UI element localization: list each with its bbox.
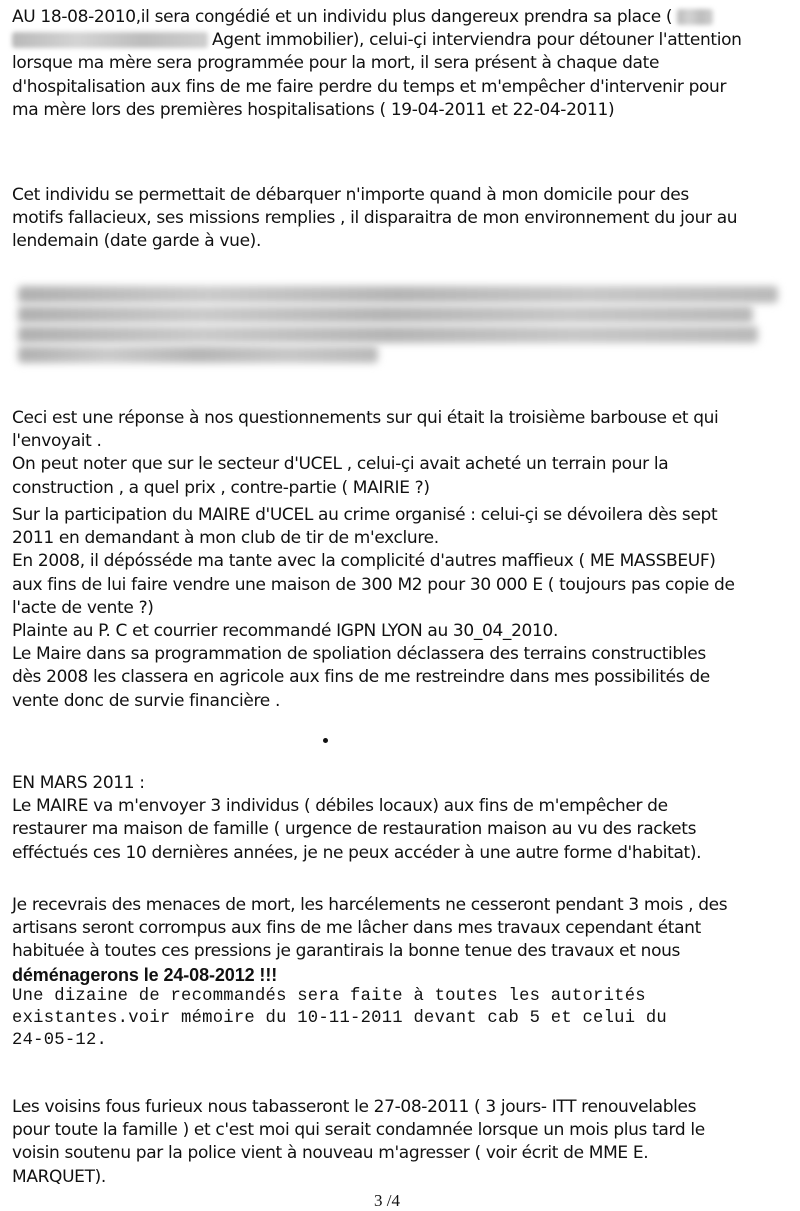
text-line: ma mère lors des premières hospitalisations ( 19-04-2011 et 22-04-2011) bbox=[12, 99, 615, 120]
redacted-text bbox=[18, 306, 753, 323]
text-line: EN MARS 2011 : bbox=[12, 773, 145, 793]
text-line: MARQUET). bbox=[12, 1166, 106, 1187]
mono-text-line: existantes.voir mémoire du 10-11-2011 devant cab 5 et celui du bbox=[12, 1008, 667, 1028]
text-line: lorsque ma mère sera programmée pour la mort, il sera présent à chaque date bbox=[12, 53, 660, 74]
paragraph-1 bbox=[12, 6, 798, 122]
text-line: Sur la participation du MAIRE d'UCEL au crime organisé : celui-çi se dévoilera dès sept bbox=[12, 505, 718, 525]
text-line: lendemain (date garde à vue). bbox=[12, 231, 262, 252]
text-line: aux fins de lui faire vendre une maison de 300 M2 pour 30 000 E ( toujours pas copie de bbox=[12, 574, 735, 595]
text-line: pour toute la famille ) et c'est moi qui serait condamnée lorsque un mois plus tard le bbox=[12, 1120, 705, 1141]
text-line: dès 2008 les classera en agricole aux fins de me restreindre dans mes possibilités de bbox=[12, 667, 710, 688]
text-line: 2011 en demandant à mon club de tir de m'exclure. bbox=[12, 528, 439, 549]
text-line: habituée à toutes ces pressions je garantirais la bonne tenue des travaux et nous bbox=[12, 941, 681, 962]
text-line: l'envoyait . bbox=[12, 431, 102, 452]
redacted-paragraph bbox=[12, 283, 798, 366]
text-line: vente donc de survie financière . bbox=[12, 690, 280, 711]
text-line: AU 18-08-2010,il sera congédié et un individu plus dangereux prendra sa place ( bbox=[12, 7, 673, 27]
paragraph-7 bbox=[12, 1096, 798, 1189]
text-line: l'acte de vente ?) bbox=[12, 597, 154, 618]
text-line: restaurer ma maison de famille ( urgence de restauration maison au vu des rackets bbox=[12, 819, 697, 840]
paragraph-6 bbox=[12, 894, 798, 1052]
bold-text-line: déménagerons le 24-08-2012 !!! bbox=[12, 964, 278, 985]
text-line: Je recevrais des menaces de mort, les harcélements ne cesseront pendant 3 mois , des bbox=[12, 895, 728, 915]
page-number: 3 /4 bbox=[374, 1191, 400, 1210]
text-line: Plainte au P. C et courrier recommandé IGPN LYON au 30_04_2010. bbox=[12, 620, 558, 641]
paragraph-2 bbox=[12, 184, 798, 254]
text-line: En 2008, il dépósséde ma tante avec la complicité d'autres maffieux ( ME MASSBEUF) bbox=[12, 551, 716, 572]
redacted-text bbox=[12, 32, 208, 48]
paragraph-3 bbox=[12, 407, 798, 500]
text-line: efféctués ces 10 dernières années, je ne peux accéder à une autre forme d'habitat). bbox=[12, 842, 702, 863]
paragraph-4 bbox=[12, 504, 798, 713]
paragraph-5 bbox=[12, 772, 798, 865]
text-line: Agent immobilier), celui-çi interviendra pour détouner l'attention bbox=[212, 30, 742, 51]
text-line: artisans seront corrompus aux fins de me lâcher dans mes travaux cependant étant bbox=[12, 918, 701, 939]
redacted-text bbox=[18, 286, 778, 303]
text-line: motifs fallacieux, ses missions remplies , il disparaitra de mon environnement du jour au bbox=[12, 208, 738, 229]
redacted-text bbox=[677, 9, 713, 25]
text-line: d'hospitalisation aux fins de me faire perdre du temps et m'empêcher d'intervenir pour bbox=[12, 76, 727, 97]
text-line: On peut noter que sur le secteur d'UCEL , celui-çi avait acheté un terrain pour la bbox=[12, 454, 669, 475]
text-line: Les voisins fous furieux nous tabasseront le 27-08-2011 ( 3 jours- ITT renouvelables bbox=[12, 1097, 697, 1117]
text-line: Ceci est une réponse à nos questionnements sur qui était la troisième barbouse et qui bbox=[12, 408, 719, 428]
mono-text-line: 24-05-12. bbox=[12, 1030, 108, 1050]
text-line: voisin soutenu par la police vient à nouveau m'agresser ( voir écrit de MME E. bbox=[12, 1143, 649, 1164]
text-line: construction , a quel prix , contre-partie ( MAIRIE ?) bbox=[12, 477, 430, 498]
mono-text-line: Une dizaine de recommandés sera faite à toutes les autorités bbox=[12, 986, 646, 1006]
text-line: Cet individu se permettait de débarquer n'importe quand à mon domicile pour des bbox=[12, 185, 689, 205]
stray-dot bbox=[323, 738, 328, 743]
redacted-text bbox=[18, 326, 758, 343]
redacted-text bbox=[18, 346, 378, 363]
text-line: Le MAIRE va m'envoyer 3 individus ( débiles locaux) aux fins de m'empêcher de bbox=[12, 796, 668, 817]
text-line: Le Maire dans sa programmation de spoliation déclassera des terrains constructibles bbox=[12, 644, 706, 665]
